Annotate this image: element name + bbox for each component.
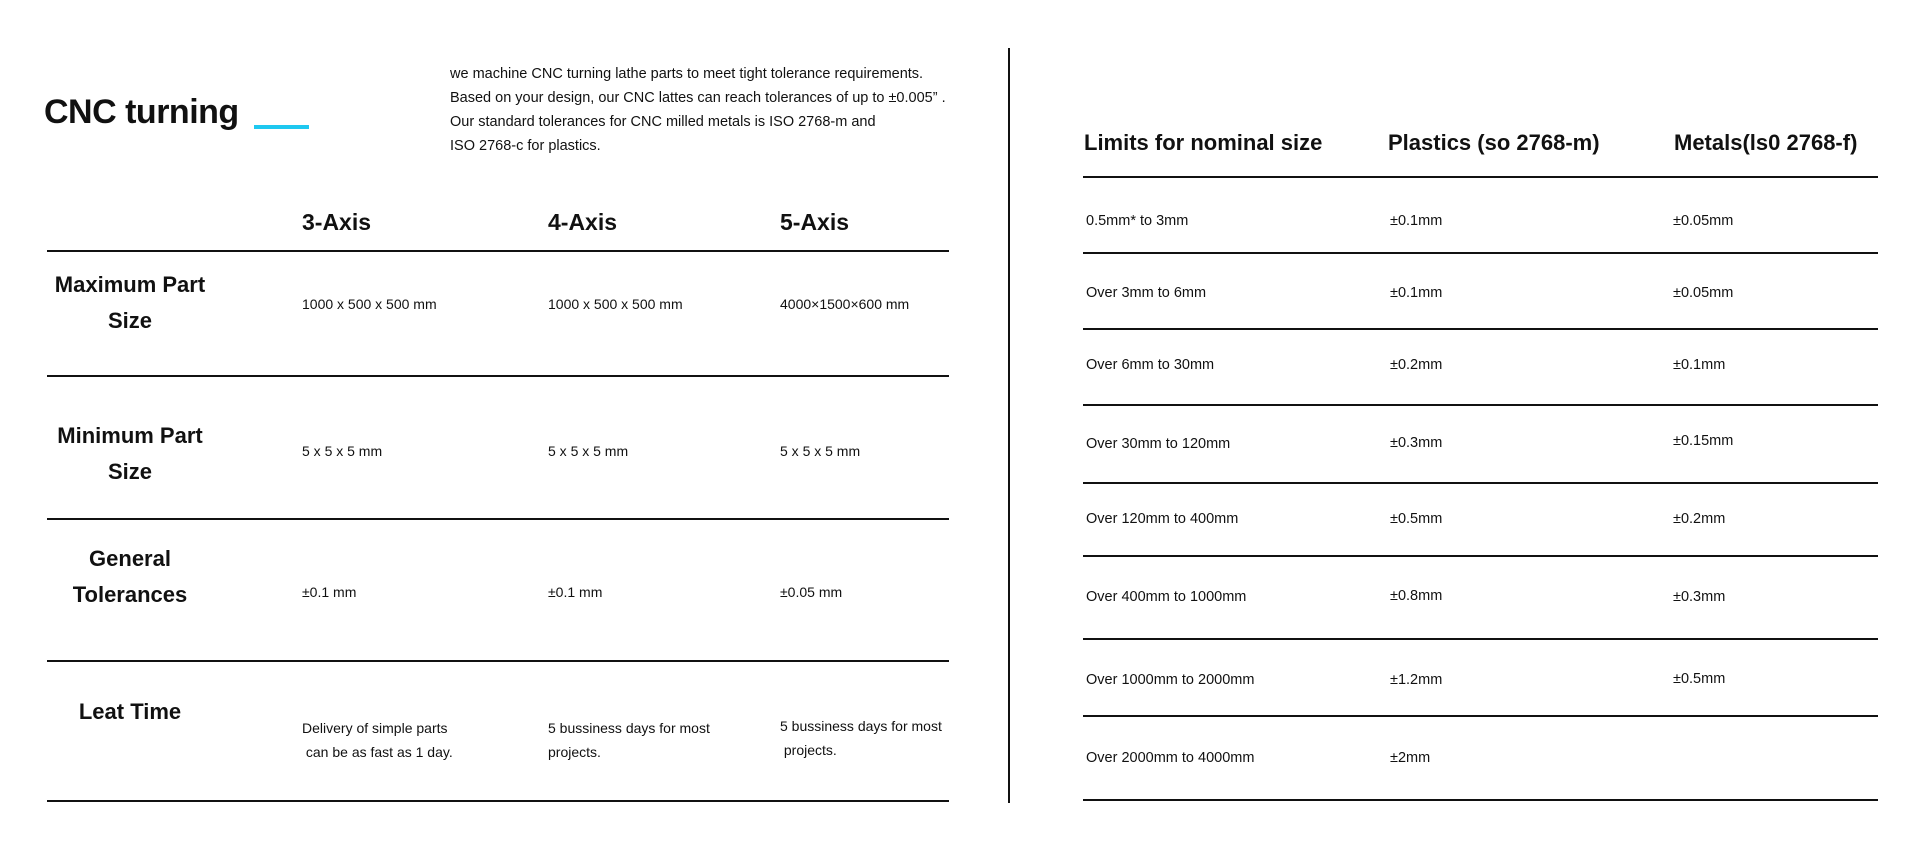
- cell-line: 5 bussiness days for most: [780, 718, 942, 734]
- intro-line: Based on your design, our CNC lattes can reach tolerances of up to ±0.005” .: [450, 90, 946, 106]
- column-header-metals: Metals(ls0 2768-f): [1674, 130, 1858, 155]
- table-divider: [1083, 328, 1878, 330]
- row-label-general-tolerances: [45, 541, 215, 613]
- table-cell: 5 x 5 x 5 mm: [548, 443, 629, 459]
- table-cell: ±0.5mm: [1673, 671, 1726, 687]
- table-cell: ±0.05mm: [1673, 285, 1734, 301]
- row-label-line: General: [89, 546, 171, 571]
- cell-line: 5 bussiness days for most: [548, 720, 710, 736]
- column-header-3-axis: 3-Axis: [302, 209, 372, 235]
- table-divider: [47, 250, 949, 252]
- table-cell: ±0.3mm: [1673, 589, 1726, 605]
- table-divider: [47, 375, 949, 377]
- table-cell: ±0.1mm: [1673, 357, 1726, 373]
- cell-line: can be as fast as 1 day.: [302, 744, 453, 760]
- table-cell: ±0.1mm: [1390, 285, 1443, 301]
- table-cell: Over 1000mm to 2000mm: [1086, 672, 1255, 688]
- table-cell: ±2mm: [1390, 750, 1431, 766]
- table-cell: ±0.05 mm: [780, 584, 843, 600]
- column-header-limits: Limits for nominal size: [1084, 130, 1323, 155]
- table-divider: [47, 518, 949, 520]
- row-label-line: Size: [107, 308, 153, 333]
- table-divider: [47, 800, 949, 802]
- table-cell: 1000 x 500 x 500 mm: [548, 296, 683, 312]
- table-divider: [1083, 252, 1878, 254]
- intro-line: Our standard tolerances for CNC milled metals is ISO 2768-m and: [450, 114, 876, 130]
- table-divider: [1083, 799, 1878, 801]
- page-title: CNC turning: [44, 93, 239, 131]
- table-cell: ±1.2mm: [1390, 672, 1443, 688]
- table-cell: ±0.15mm: [1673, 433, 1734, 449]
- intro-line: ISO 2768-c for plastics.: [450, 138, 601, 154]
- cell-line: projects.: [548, 744, 601, 760]
- table-cell: [780, 714, 942, 762]
- table-cell: ±0.2mm: [1390, 357, 1443, 373]
- intro-line: we machine CNC turning lathe parts to meet tight tolerance requirements.: [450, 66, 924, 82]
- table-cell: 4000×1500×600 mm: [780, 296, 910, 312]
- table-cell: Over 6mm to 30mm: [1086, 357, 1215, 373]
- table-cell: ±0.05mm: [1673, 213, 1734, 229]
- section-divider: [1008, 48, 1010, 803]
- table-cell: ±0.1 mm: [548, 584, 603, 600]
- table-cell: 0.5mm* to 3mm: [1086, 213, 1189, 229]
- table-cell: ±0.2mm: [1673, 511, 1726, 527]
- table-divider: [1083, 715, 1878, 717]
- row-label-leat-time: [45, 694, 215, 730]
- row-label-line: Maximum Part: [54, 272, 206, 297]
- intro-paragraph: [450, 62, 970, 158]
- table-cell: Over 400mm to 1000mm: [1086, 589, 1247, 605]
- cell-line: Delivery of simple parts: [302, 720, 448, 736]
- table-divider: [1083, 404, 1878, 406]
- row-label-line: Minimum Part: [57, 423, 203, 448]
- row-label-line: Leat Time: [78, 699, 182, 724]
- row-label-line: Size: [107, 459, 153, 484]
- table-divider: [1083, 482, 1878, 484]
- column-header-5-axis: 5-Axis: [780, 209, 850, 235]
- table-cell: Over 120mm to 400mm: [1086, 511, 1239, 527]
- table-cell: ±0.1 mm: [302, 584, 357, 600]
- table-cell: ±0.1mm: [1390, 213, 1443, 229]
- table-cell: [548, 716, 710, 764]
- table-cell: Over 2000mm to 4000mm: [1086, 750, 1255, 766]
- table-divider: [1083, 555, 1878, 557]
- table-cell: 5 x 5 x 5 mm: [780, 443, 861, 459]
- table-cell: ±0.3mm: [1390, 435, 1443, 451]
- column-header-plastics: Plastics (so 2768-m): [1388, 130, 1600, 155]
- title-accent-bar: [254, 125, 309, 129]
- table-cell: ±0.5mm: [1390, 511, 1443, 527]
- table-divider: [47, 660, 949, 662]
- table-cell: 5 x 5 x 5 mm: [302, 443, 383, 459]
- table-cell: 1000 x 500 x 500 mm: [302, 296, 437, 312]
- table-cell: [302, 716, 453, 764]
- table-cell: Over 3mm to 6mm: [1086, 285, 1207, 301]
- row-label-minimum-part-size: [45, 418, 215, 490]
- table-cell: Over 30mm to 120mm: [1086, 436, 1231, 452]
- table-divider: [1083, 638, 1878, 640]
- cell-line: projects.: [780, 742, 837, 758]
- row-label-line: Tolerances: [72, 582, 188, 607]
- table-cell: ±0.8mm: [1390, 588, 1443, 604]
- column-header-4-axis: 4-Axis: [548, 209, 618, 235]
- table-divider: [1083, 176, 1878, 178]
- row-label-maximum-part-size: [45, 267, 215, 339]
